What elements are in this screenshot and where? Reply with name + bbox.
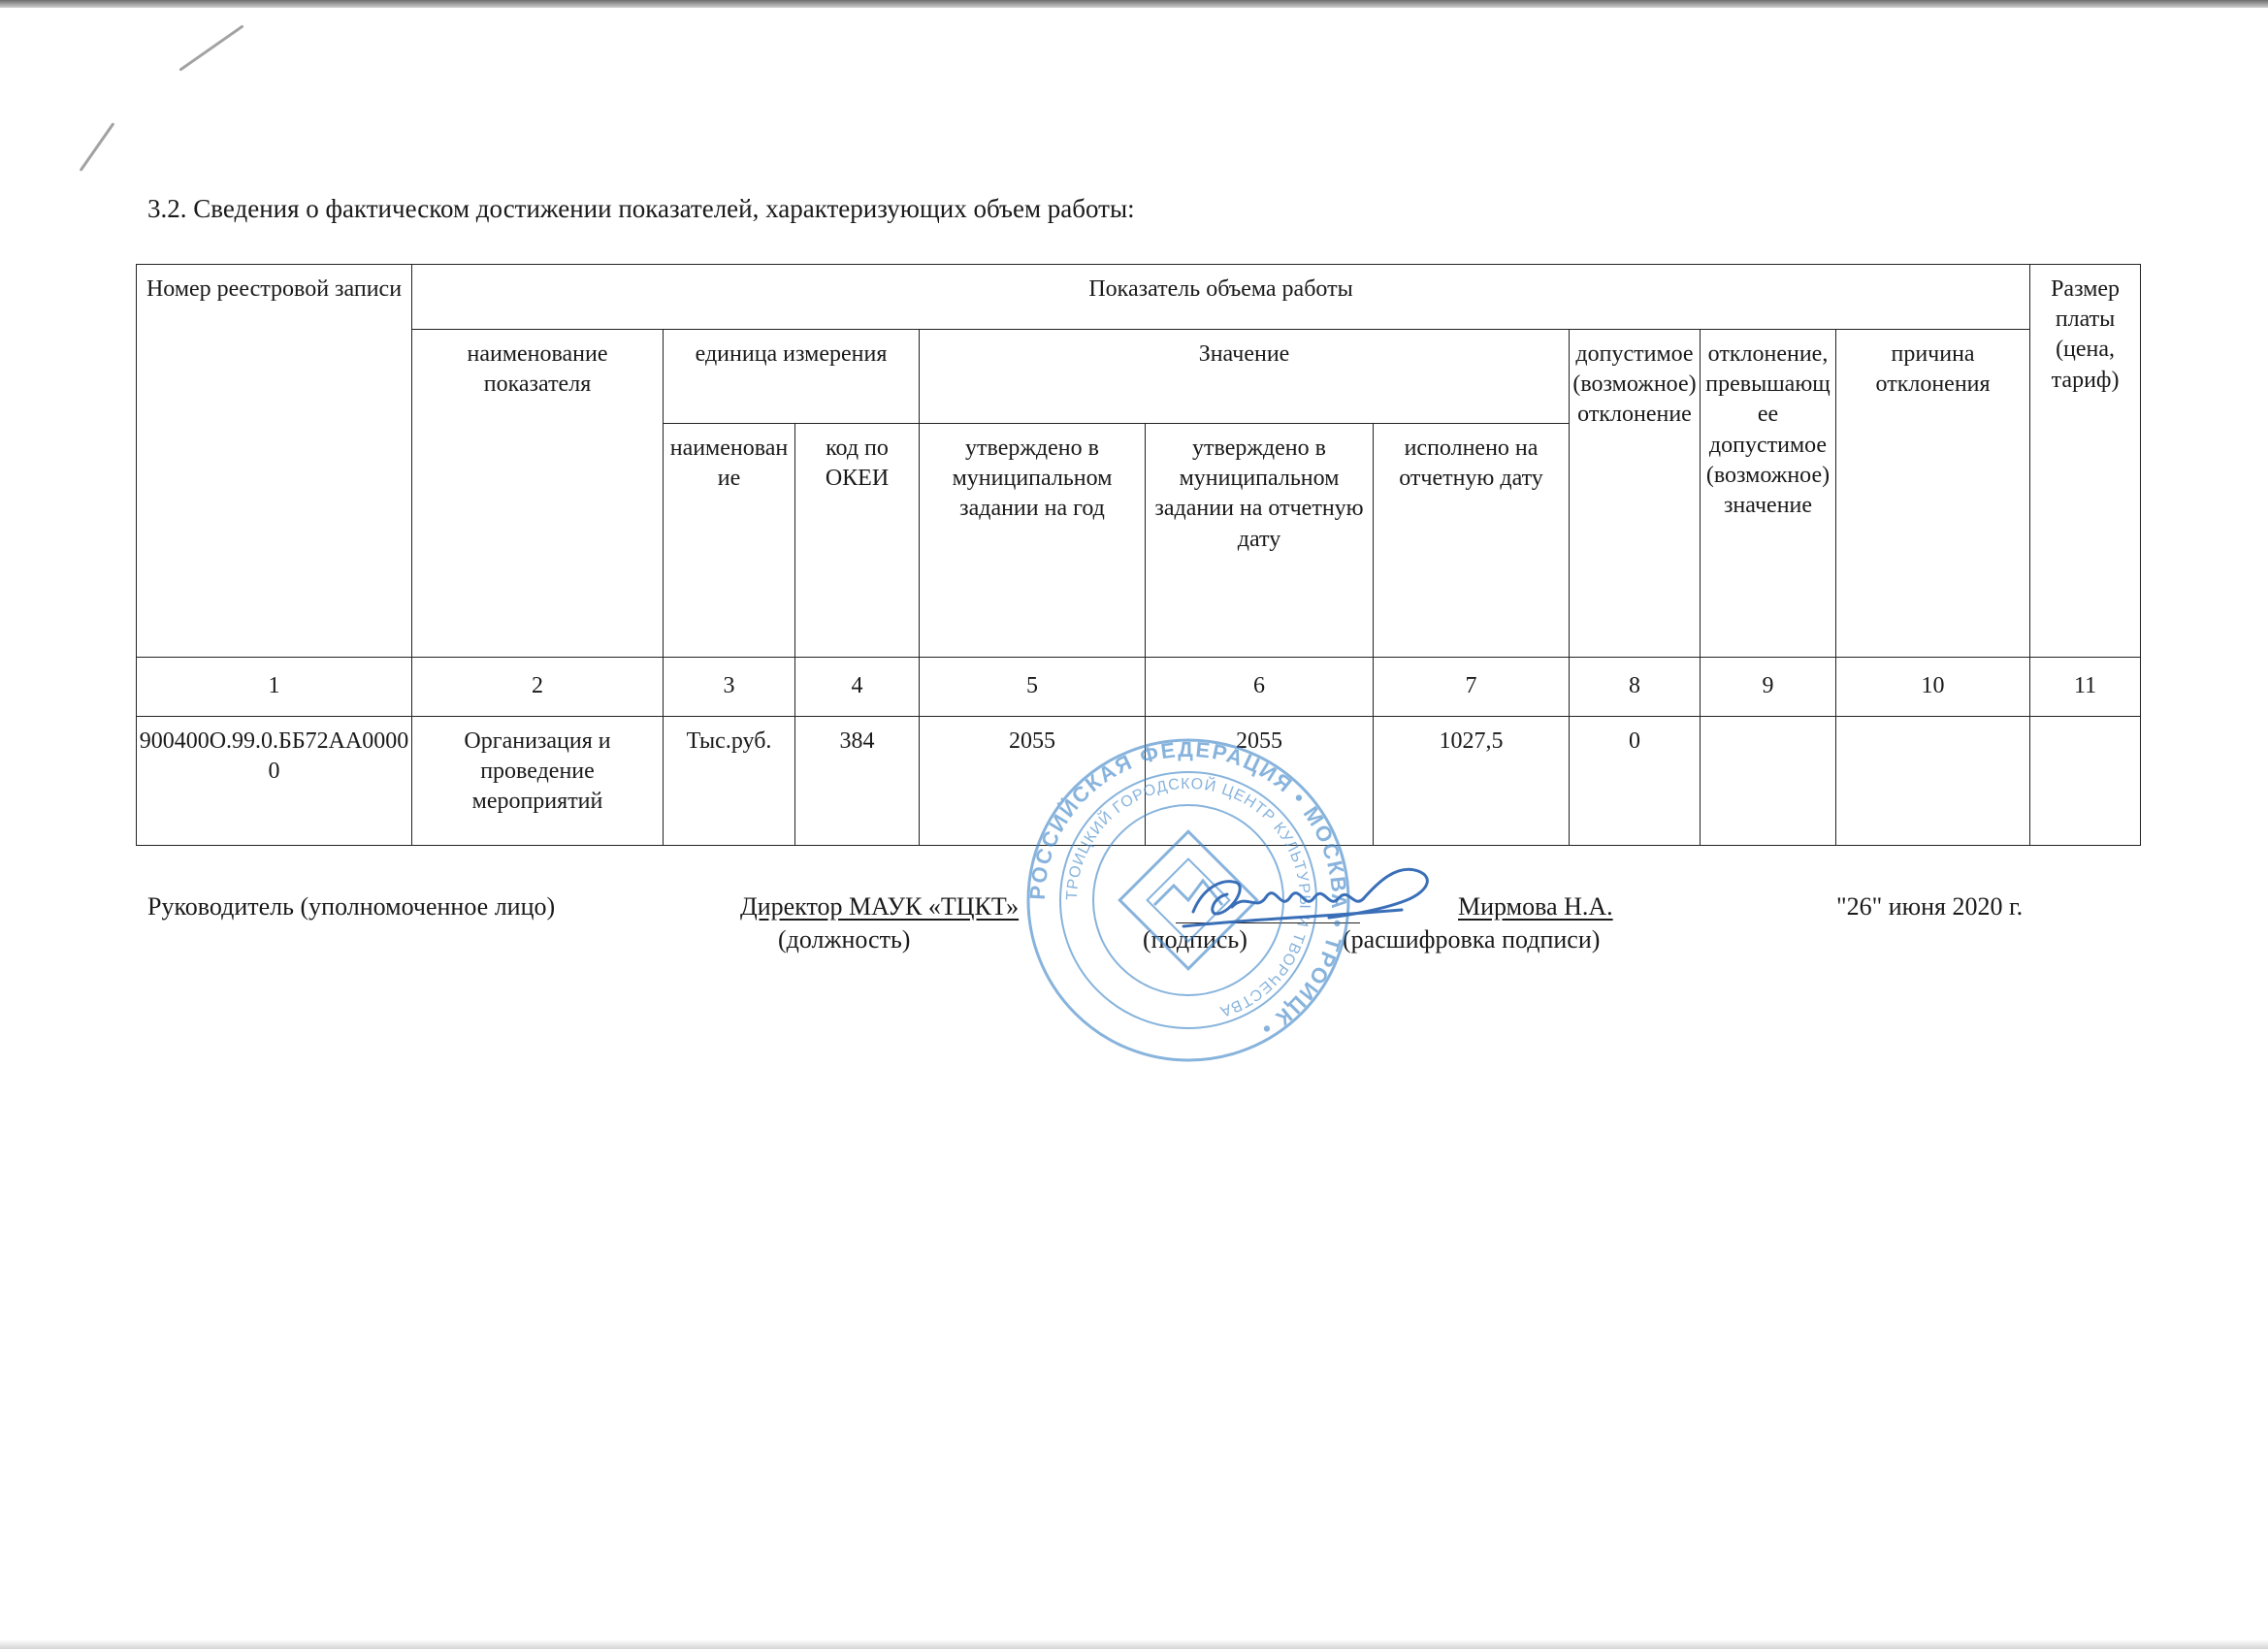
- name-value: Мирмова Н.А.: [1458, 892, 1613, 921]
- header-registry-number: Номер реестровой записи: [137, 265, 412, 658]
- cell-allowed-deviation: 0: [1570, 717, 1701, 846]
- column-number: 2: [412, 658, 664, 717]
- cell-payment-size: [2030, 717, 2141, 846]
- table-row: [137, 717, 2141, 846]
- position-value: Директор МАУК «ТЦКТ»: [740, 892, 1020, 921]
- column-number: 9: [1701, 658, 1836, 717]
- column-number: 1: [137, 658, 412, 717]
- scan-artifact: [178, 24, 243, 71]
- header-payment-size: Размер платы (цена, тариф): [2030, 265, 2141, 658]
- cell-deviation-reason: [1836, 717, 2030, 846]
- header-volume-indicator: Показатель объема работы: [412, 265, 2030, 330]
- scan-artifact: [80, 122, 115, 172]
- position-caption: (должность): [778, 925, 911, 954]
- name-caption: (расшифровка подписи): [1343, 925, 1601, 954]
- column-number: 8: [1570, 658, 1701, 717]
- header-unit-name: наименование: [664, 424, 795, 658]
- column-number: 6: [1146, 658, 1374, 717]
- header-row-1: [137, 265, 2141, 330]
- signature-line: [1176, 922, 1360, 923]
- cell-approved-report-date: 2055: [1146, 717, 1374, 846]
- document-date: "26" июня 2020 г.: [1836, 892, 2024, 921]
- header-approved-report-date: утверждено в муниципальном задании на отчетную дату: [1146, 424, 1374, 658]
- column-number: 5: [920, 658, 1146, 717]
- cell-indicator-name: Организация и проведение мероприятий: [412, 717, 664, 846]
- cell-approved-year: 2055: [920, 717, 1146, 846]
- cell-unit-name: Тыс.руб.: [664, 717, 795, 846]
- column-number: 4: [795, 658, 920, 717]
- column-number: 3: [664, 658, 795, 717]
- header-excess-deviation: отклонение, превышающее допустимое (возможное) значение: [1701, 330, 1836, 658]
- header-deviation-reason: причина отклонения: [1836, 330, 2030, 658]
- column-number: 10: [1836, 658, 2030, 717]
- scan-bottom-edge: [0, 1639, 2268, 1649]
- header-indicator-name: наименование показателя: [412, 330, 664, 658]
- header-allowed-deviation: допустимое (возможное) отклонение: [1570, 330, 1701, 658]
- header-executed-report-date: исполнено на отчетную дату: [1374, 424, 1570, 658]
- header-unit: единица измерения: [664, 330, 920, 424]
- signature-caption: (подпись): [1143, 925, 1247, 954]
- stamp-inner-text: ТРОИЦКИЙ ГОРОДСКОЙ ЦЕНТР КУЛЬТУРЫ И ТВОРЧЕСТВА: [1063, 775, 1313, 1020]
- section-heading: 3.2. Сведения о фактическом достижении показателей, характеризующих объем работы:: [147, 194, 1135, 223]
- header-row-2: [137, 330, 2141, 424]
- head-label: Руководитель (уполномоченное лицо): [147, 892, 556, 921]
- cell-registry-number: 900400О.99.0.ББ72АА00000: [137, 717, 412, 846]
- column-number: 11: [2030, 658, 2141, 717]
- scan-top-edge: [0, 0, 2268, 8]
- work-volume-table: [136, 264, 2141, 846]
- header-approved-year: утверждено в муниципальном задании на год: [920, 424, 1146, 658]
- stamp-outer-text: РОССИЙСКАЯ ФЕДЕРАЦИЯ • МОСКВА • ТРОИЦК •: [1024, 736, 1352, 1043]
- column-numbers-row: [137, 658, 2141, 717]
- cell-okei-code: 384: [795, 717, 920, 846]
- cell-executed-report-date: 1027,5: [1374, 717, 1570, 846]
- header-value: Значение: [920, 330, 1570, 424]
- cell-excess-deviation: [1701, 717, 1836, 846]
- header-okei-code: код по ОКЕИ: [795, 424, 920, 658]
- column-number: 7: [1374, 658, 1570, 717]
